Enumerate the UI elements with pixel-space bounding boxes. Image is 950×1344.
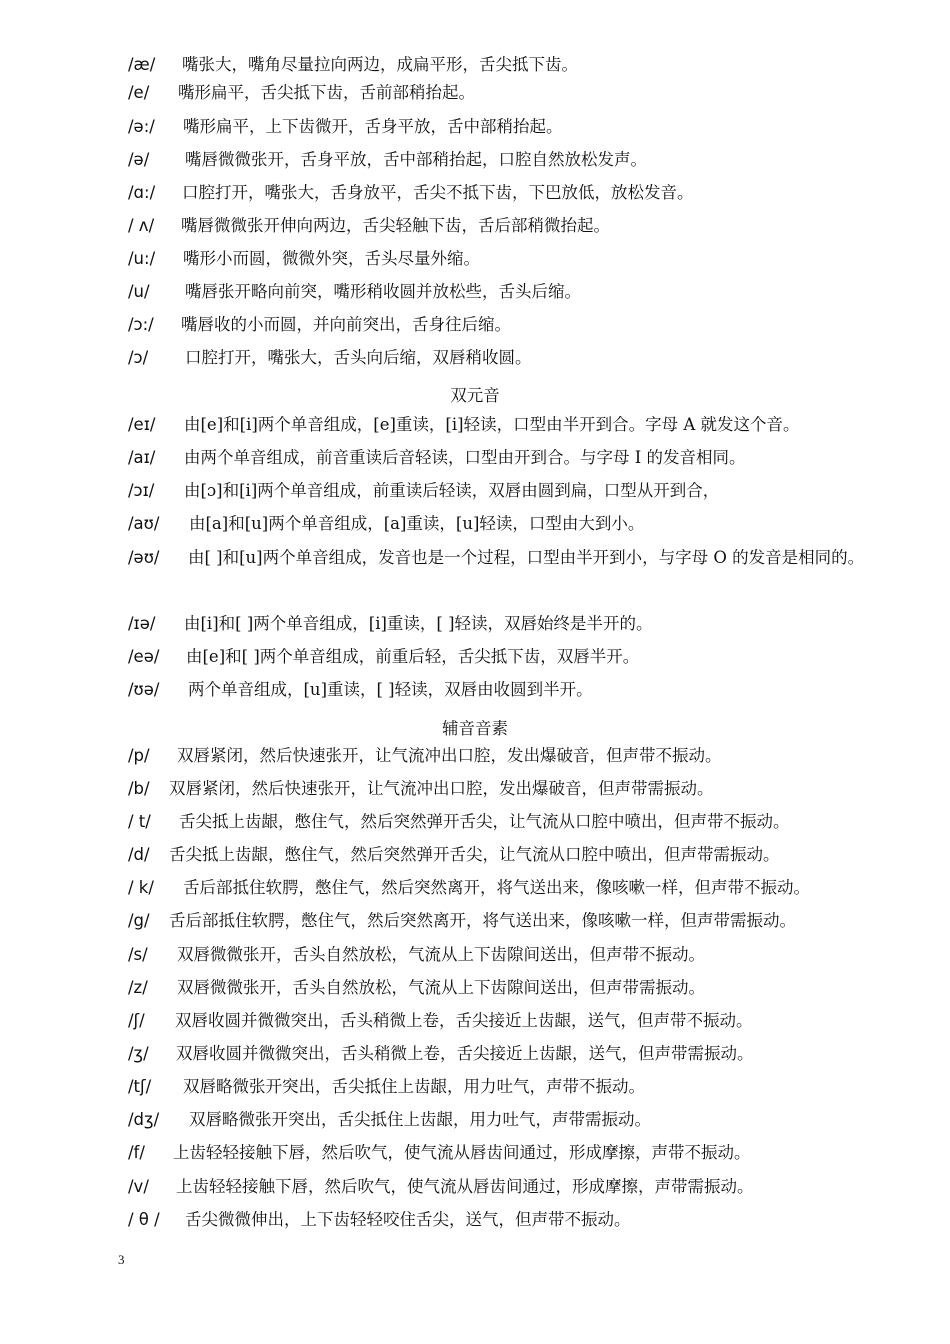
diphthong-row — [128, 607, 910, 640]
phonetic-description: 由[i]和[ ]两个单音组成，[i]重读，[ ]轻读，双唇始终是半开的。 — [184, 614, 653, 633]
phonetic-description: 上齿轻轻接触下唇，然后吹气，使气流从唇齿间通过，形成摩擦，声带不振动。 — [173, 1143, 751, 1162]
vowel-row — [128, 176, 910, 209]
diphthong-row — [128, 540, 910, 576]
phonetic-description: 舌后部抵住软腭，憋住气，然后突然离开，将气送出来，像咳嗽一样，但声带不振动。 — [183, 878, 810, 897]
phonetic-symbol: /aʊ/ — [128, 514, 160, 533]
phonetic-symbol: /d/ — [128, 845, 150, 864]
phonetic-description: 由[ ]和[u]两个单音组成，发音也是一个过程，口型由半开到小，与字母 O 的发音是相同的。 — [188, 548, 865, 567]
phonetic-description: 口腔打开，嘴张大，舌身放平，舌尖不抵下齿，下巴放低，放松发音。 — [182, 183, 694, 202]
phonetic-symbol: /s/ — [128, 945, 148, 964]
phonetic-description: 嘴唇张开略向前突，嘴形稍收圆并放松些，舌头后缩。 — [185, 282, 581, 301]
phonetic-description: 舌后部抵住软腭，憋住气，然后突然离开，将气送出来，像咳嗽一样，但声带需振动。 — [169, 911, 796, 930]
phonetic-description: 双唇微微张开，舌头自然放松，气流从上下齿隙间送出，但声带需振动。 — [177, 978, 705, 997]
phonetic-description: 嘴唇微微张开伸向两边，舌尖轻触下齿，舌后部稍微抬起。 — [181, 216, 610, 235]
consonant-row — [128, 904, 910, 937]
phonetic-description: 口腔打开，嘴张大，舌头向后缩，双唇稍收圆。 — [185, 348, 532, 367]
phonetic-description: 由[e]和[ ]两个单音组成，前重后轻，舌尖抵下齿，双唇半开。 — [186, 647, 640, 666]
phonetic-description: 嘴张大，嘴角尽量拉向两边，成扁平形，舌尖抵下齿。 — [182, 55, 578, 74]
diphthong-row — [128, 408, 910, 441]
phonetic-description: 嘴形扁平，舌尖抵下齿，舌前部稍抬起。 — [178, 83, 475, 102]
diphthong-row — [128, 640, 910, 673]
phonetic-symbol: /ə:/ — [128, 117, 155, 136]
phonetic-description: 两个单音组成，[u]重读，[ ]轻读，双唇由收圆到半开。 — [188, 680, 593, 699]
page-number: 3 — [118, 1252, 125, 1267]
vowel-row — [128, 110, 910, 143]
phonetic-symbol: /u:/ — [128, 249, 156, 268]
phonetic-symbol: /aɪ/ — [128, 448, 156, 467]
phonetic-description: 舌尖抵上齿龈，憋住气，然后突然弹开舌尖，让气流从口腔中喷出，但声带不振动。 — [179, 812, 790, 831]
vowel-row — [128, 275, 910, 308]
phonetic-symbol: /ʒ/ — [128, 1044, 149, 1063]
diphthong-row — [128, 441, 910, 474]
consonant-row — [128, 772, 910, 805]
phonetic-description: 双唇收圆并微微突出，舌头稍微上卷，舌尖接近上齿龈，送气，但声带不振动。 — [175, 1011, 753, 1030]
section-heading: 双元音 — [450, 386, 500, 405]
phonetic-symbol: / k/ — [128, 878, 154, 897]
phonetic-description: 双唇紧闭，然后快速张开，让气流冲出口腔，发出爆破音，但声带不振动。 — [177, 746, 722, 765]
consonant-row — [128, 1136, 910, 1169]
vowel-row — [128, 143, 910, 176]
vowel-row — [128, 308, 910, 341]
phonetic-symbol: /ə/ — [128, 150, 150, 169]
phonetic-description: 双唇收圆并微微突出，舌头稍微上卷，舌尖接近上齿龈，送气，但声带需振动。 — [176, 1044, 754, 1063]
phonetic-description: 嘴形小而圆，微微外突，舌头尽量外缩。 — [183, 249, 480, 268]
consonant-row — [128, 1070, 910, 1103]
phonetic-symbol: /dʒ/ — [128, 1110, 160, 1129]
phonetic-symbol: /ɪə/ — [128, 614, 156, 633]
phonetic-symbol: /ɔɪ/ — [128, 481, 155, 500]
phonetic-symbol: / θ / — [128, 1210, 160, 1229]
phonetic-symbol: /eɪ/ — [128, 415, 156, 434]
consonant-row — [128, 805, 910, 838]
phonetic-symbol: /b/ — [128, 779, 150, 798]
consonant-row — [128, 1103, 910, 1136]
phonetic-symbol: /p/ — [128, 746, 150, 765]
consonant-row — [128, 1004, 910, 1037]
phonetic-symbol: /ɔ:/ — [128, 315, 154, 334]
consonant-row — [128, 871, 910, 904]
phonetic-symbol: /v/ — [128, 1177, 149, 1196]
phonetic-symbol: /ɑ:/ — [128, 183, 156, 202]
phonetic-symbol: /u/ — [128, 282, 150, 301]
phonetic-description: 双唇略微张开突出，舌尖抵住上齿龈，用力吐气，声带不振动。 — [183, 1077, 645, 1096]
phonetic-symbol: /ɔ/ — [128, 348, 149, 367]
diphthong-row — [128, 673, 910, 706]
vowel-row — [128, 76, 910, 109]
phonetic-description: 由两个单音组成，前音重读后音轻读，口型由开到合。与字母 I 的发音相同。 — [184, 448, 746, 467]
consonant-row — [128, 838, 910, 871]
phonetic-symbol: /əʊ/ — [128, 548, 160, 567]
phonetic-description: 上齿轻轻接触下唇，然后吹气，使气流从唇齿间通过，形成摩擦，声带需振动。 — [176, 1177, 754, 1196]
section-heading: 辅音音素 — [442, 719, 508, 738]
phonetic-symbol: /g/ — [128, 911, 150, 930]
phonetic-description: 双唇紧闭，然后快速张开，让气流冲出口腔，发出爆破音，但声带需振动。 — [169, 779, 714, 798]
phonetic-symbol: /z/ — [128, 978, 148, 997]
phonetic-symbol: /ʊə/ — [128, 680, 160, 699]
phonetic-description: 由[ɔ]和[i]两个单音组成，前重读后轻读，双唇由圆到扁，口型从开到合， — [184, 481, 720, 500]
phonetic-symbol: /f/ — [128, 1143, 145, 1162]
phonetic-description: 舌尖抵上齿龈，憋住气，然后突然弹开舌尖，让气流从口腔中喷出，但声带需振动。 — [169, 845, 780, 864]
consonant-row — [128, 938, 910, 971]
phonetic-description: 由[e]和[i]两个单音组成，[e]重读，[i]轻读，口型由半开到合。字母 A 就发这个音。 — [184, 415, 800, 434]
phonetic-description: 嘴唇收的小而圆，并向前突出，舌身往后缩。 — [181, 315, 511, 334]
phonetic-symbol: / t/ — [128, 812, 151, 831]
consonant-row — [128, 971, 910, 1004]
vowel-row — [128, 242, 910, 275]
vowel-row — [128, 209, 910, 242]
phonetic-description: 双唇略微张开突出，舌尖抵住上齿龈，用力吐气，声带需振动。 — [189, 1110, 651, 1129]
consonant-row — [128, 1037, 910, 1070]
vowel-row — [128, 341, 910, 374]
phonetic-symbol: /ʃ/ — [128, 1011, 145, 1030]
phonetic-description: 由[a]和[u]两个单音组成，[a]重读，[u]轻读，口型由大到小。 — [189, 514, 645, 533]
consonant-row — [128, 739, 910, 772]
consonant-row — [128, 1170, 910, 1203]
diphthong-row — [128, 507, 910, 540]
phonetic-symbol: /tʃ/ — [128, 1077, 152, 1096]
phonetic-symbol: /e/ — [128, 83, 150, 102]
phonetic-description: 双唇微微张开，舌头自然放松，气流从上下齿隙间送出，但声带不振动。 — [177, 945, 705, 964]
phonetic-symbol: /æ/ — [128, 55, 156, 74]
phonetic-symbol: / ʌ/ — [128, 216, 155, 235]
consonant-row — [128, 1203, 910, 1236]
diphthong-row — [128, 474, 910, 507]
phonetic-description: 舌尖微微伸出，上下齿轻轻咬住舌尖，送气，但声带不振动。 — [185, 1210, 631, 1229]
phonetic-description: 嘴形扁平，上下齿微开，舌身平放，舌中部稍抬起。 — [183, 117, 563, 136]
phonetic-description: 嘴唇微微张开，舌身平放，舌中部稍抬起，口腔自然放松发声。 — [185, 150, 647, 169]
phonetic-symbol: /eə/ — [128, 647, 160, 666]
